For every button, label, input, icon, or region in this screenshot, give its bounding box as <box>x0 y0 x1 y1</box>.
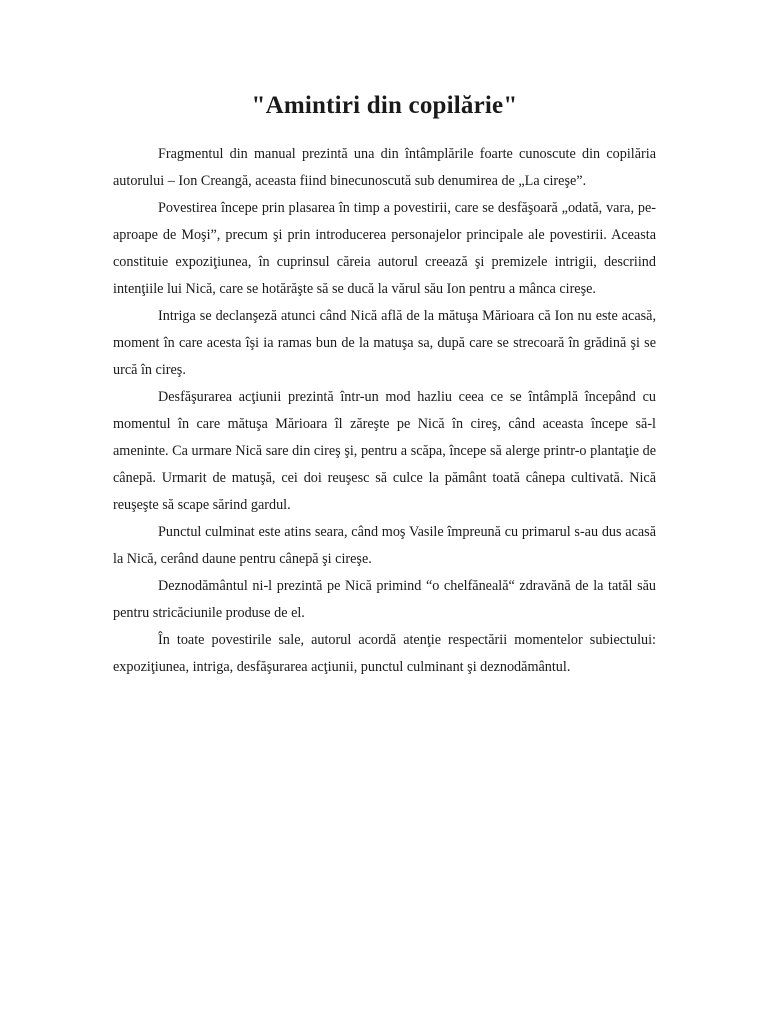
paragraph-6: Deznodământul ni-l prezintă pe Nică primind “o chelfăneală“ zdravănă de la tatăl său pentru stricăciunile produse de el. <box>113 578 656 621</box>
paragraph-2: Povestirea începe prin plasarea în timp a povestirii, care se desfăşoară „odată, vara, pe-aproape de Moşi”, precum şi prin introducerea personajelor principale ale povestirii. Aceasta constituie expoziţiunea, în cuprinsul căreia autorul creează şi premizele intrigii, descriind intenţiile lui Nică, care se hotărăşte să se ducă la vărul său Ion pentru a mânca cireşe. <box>113 200 656 297</box>
document-page <box>113 90 656 681</box>
document-title: "Amintiri din copilărie" <box>251 92 518 119</box>
paragraph-3: Intriga se declanşeză atunci când Nică află de la mătuşa Mărioara că Ion nu este acasă, moment în care acesta îşi ia ramas bun de la matuşa sa, după care se strecoară în grădină şi se urcă în cireş. <box>113 308 656 378</box>
paragraph-5: Punctul culminat este atins seara, când moş Vasile împreună cu primarul s-au dus acasă la Nică, cerând daune pentru cânepă şi cireşe. <box>113 524 656 567</box>
paragraph-4: Desfăşurarea acţiunii prezintă într-un mod hazliu ceea ce se întâmplă începând cu momentul în care mătuşa Mărioara îl zăreşte pe Nică în cireş, când aceasta începe să-l ameninte. Ca urmare Nică sare din cireş şi, pentru a scăpa, începe să alerge printr-o plantaţie de cânepă. Urmarit de matuşă, cei doi reuşesc să culce la pământ toată cânepa cultivată. Nică reuşeşte să scape sărind gardul. <box>113 389 656 513</box>
paragraph-1: Fragmentul din manual prezintă una din întâmplările foarte cunoscute din copilăria autorului – Ion Creangă, aceasta fiind binecunoscută sub denumirea de „La cireşe”. <box>113 146 656 189</box>
paragraph-7: În toate povestirile sale, autorul acordă atenţie respectării momentelor subiectului: expoziţiunea, intriga, desfăşurarea acţiunii, punctul culminant şi deznodământul. <box>113 632 656 675</box>
